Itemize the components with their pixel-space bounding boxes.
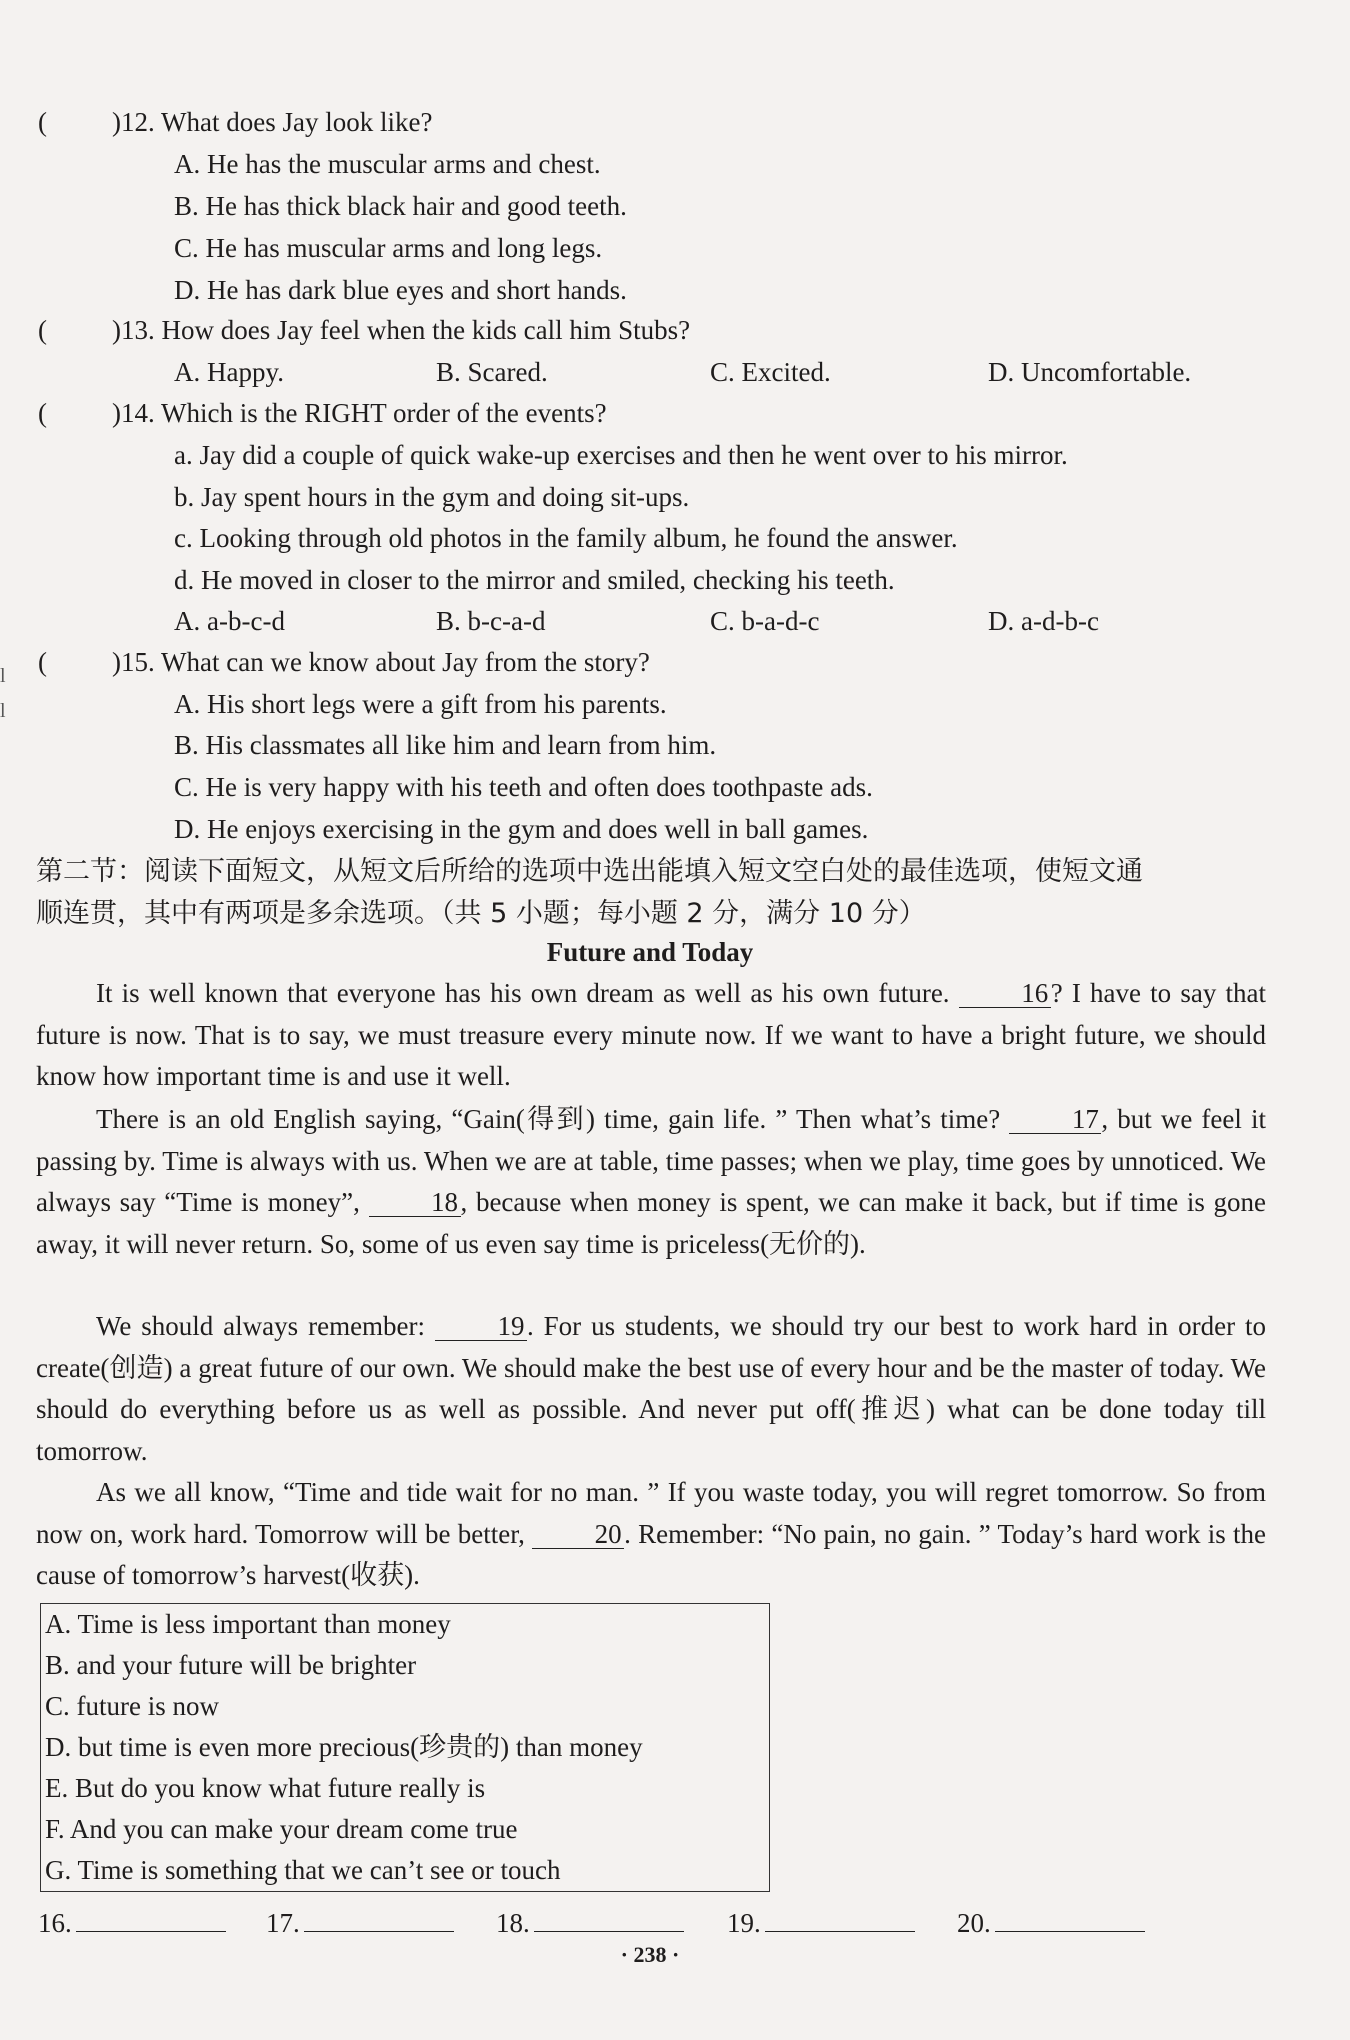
paragraph-2 xyxy=(36,1099,1266,1265)
blank-16: 16 xyxy=(959,979,1051,1008)
question-14: )14. Which is the RIGHT order of the events? xyxy=(112,398,607,428)
choice-item: A. Time is less important than money xyxy=(45,1609,451,1639)
edge-mark: l xyxy=(0,700,6,722)
blank-18: 18 xyxy=(369,1188,461,1217)
text: . For us students, we should try our best to work hard in order to create(创造) a great future of our own. We should make the best use of every hour and be the master of today. We should do everything before us as well as possible. And never put off(推迟) what can be done today till tomorrow. xyxy=(36,1311,1267,1466)
option: C. Excited. xyxy=(710,357,831,387)
section-instruction xyxy=(36,851,1276,935)
paragraph-1 xyxy=(36,973,1266,1098)
event-item: c. Looking through old photos in the family album, he found the answer. xyxy=(174,523,958,553)
text: , but we feel it passing by. Time is always with us. When we are at table, time passes; when we play, time goes by unnoticed. We always say “Time is money”, xyxy=(36,1104,1267,1218)
event-item: a. Jay did a couple of quick wake-up exercises and then he went over to his mirror. xyxy=(174,440,1068,470)
answer-line[interactable] xyxy=(76,1905,226,1932)
answer-bracket: ( xyxy=(38,315,47,345)
option: C. He is very happy with his teeth and often does toothpaste ads. xyxy=(174,772,873,802)
paragraph-3 xyxy=(36,1306,1266,1472)
option: D. He has dark blue eyes and short hands. xyxy=(174,275,627,305)
instruction-line: 顺连贯，其中有两项是多余选项。（共 5 小题；每小题 2 分，满分 10 分） xyxy=(36,898,926,929)
option: A. His short legs were a gift from his parents. xyxy=(174,689,667,719)
answer-label: 17. xyxy=(266,1908,300,1938)
choice-item: D. but time is even more precious(珍贵的) than money xyxy=(45,1732,643,1762)
question-15: )15. What can we know about Jay from the story? xyxy=(112,647,650,677)
text: We should always remember: xyxy=(96,1311,426,1341)
answer-19 xyxy=(727,1905,915,1940)
option: D. Uncomfortable. xyxy=(988,357,1192,387)
option: C. He has muscular arms and long legs. xyxy=(174,233,603,263)
edge-mark: l xyxy=(0,665,6,687)
instruction-line: 第二节：阅读下面短文，从短文后所给的选项中选出能填入短文空白处的最佳选项，使短文通 xyxy=(36,856,1143,887)
event-item: b. Jay spent hours in the gym and doing sit-ups. xyxy=(174,482,690,512)
text: As we all know, “Time and tide wait for no man. ” If you waste today, you will regret tomorrow. So from now on, work hard. Tomorrow will be better, xyxy=(36,1477,1266,1549)
answer-line[interactable] xyxy=(765,1905,915,1932)
option: B. Scared. xyxy=(436,357,548,387)
answer-17 xyxy=(266,1905,454,1940)
answer-bracket: ( xyxy=(38,398,47,428)
option: A. He has the muscular arms and chest. xyxy=(174,149,601,179)
answer-line[interactable] xyxy=(995,1905,1145,1932)
blank-19: 19 xyxy=(435,1312,527,1341)
choice-item: G. Time is something that we can’t see or touch xyxy=(45,1855,561,1885)
choices-box xyxy=(40,1603,770,1892)
paragraph-4 xyxy=(36,1472,1266,1597)
blank-20: 20 xyxy=(532,1520,624,1549)
answer-16 xyxy=(38,1905,226,1940)
blank-17: 17 xyxy=(1009,1105,1101,1134)
text: There is an old English saying, “Gain(得到) time, gain life. ” Then what’s time? xyxy=(96,1104,1001,1134)
answer-18 xyxy=(496,1905,684,1940)
option: A. a-b-c-d xyxy=(174,606,285,636)
question-12: )12. What does Jay look like? xyxy=(112,107,433,137)
answer-label: 19. xyxy=(727,1908,761,1938)
passage-title: Future and Today xyxy=(546,937,754,967)
option: D. He enjoys exercising in the gym and does well in ball games. xyxy=(174,814,869,844)
text: It is well known that everyone has his own dream as well as his own future. xyxy=(96,978,950,1008)
event-item: d. He moved in closer to the mirror and smiled, checking his teeth. xyxy=(174,565,895,595)
answer-label: 16. xyxy=(38,1908,72,1938)
text: ? I have to say that future is now. That is to say, we must treasure every minute now. If we want to have a bright future, we should know how important time is and use it well. xyxy=(36,978,1266,1092)
choice-item: E. But do you know what future really is xyxy=(45,1773,486,1803)
option: B. b-c-a-d xyxy=(436,606,546,636)
answer-label: 18. xyxy=(496,1908,530,1938)
page-number: · 238 · xyxy=(620,1942,680,1967)
option: D. a-d-b-c xyxy=(988,606,1099,636)
text: . Remember: “No pain, no gain. ” Today’s hard work is the cause of tomorrow’s harvest(收获). xyxy=(36,1518,1267,1591)
option: B. He has thick black hair and good teeth. xyxy=(174,191,627,221)
answer-line[interactable] xyxy=(304,1905,454,1932)
choice-item: B. and your future will be brighter xyxy=(45,1650,417,1680)
option: C. b-a-d-c xyxy=(710,606,820,636)
text: , because when money is spent, we can make it back, but if time is gone away, it will never return. So, some of us even say time is priceless(无价的). xyxy=(36,1187,1266,1259)
choice-item: C. future is now xyxy=(45,1691,219,1721)
answer-20 xyxy=(957,1905,1145,1940)
answer-bracket: ( xyxy=(38,647,47,677)
question-13: )13. How does Jay feel when the kids call him Stubs? xyxy=(112,315,691,345)
option: B. His classmates all like him and learn from him. xyxy=(174,730,717,760)
answer-line[interactable] xyxy=(534,1905,684,1932)
choice-item: F. And you can make your dream come true xyxy=(45,1814,518,1844)
option: A. Happy. xyxy=(174,357,284,387)
answer-label: 20. xyxy=(957,1908,991,1938)
answer-bracket: ( xyxy=(38,107,47,137)
